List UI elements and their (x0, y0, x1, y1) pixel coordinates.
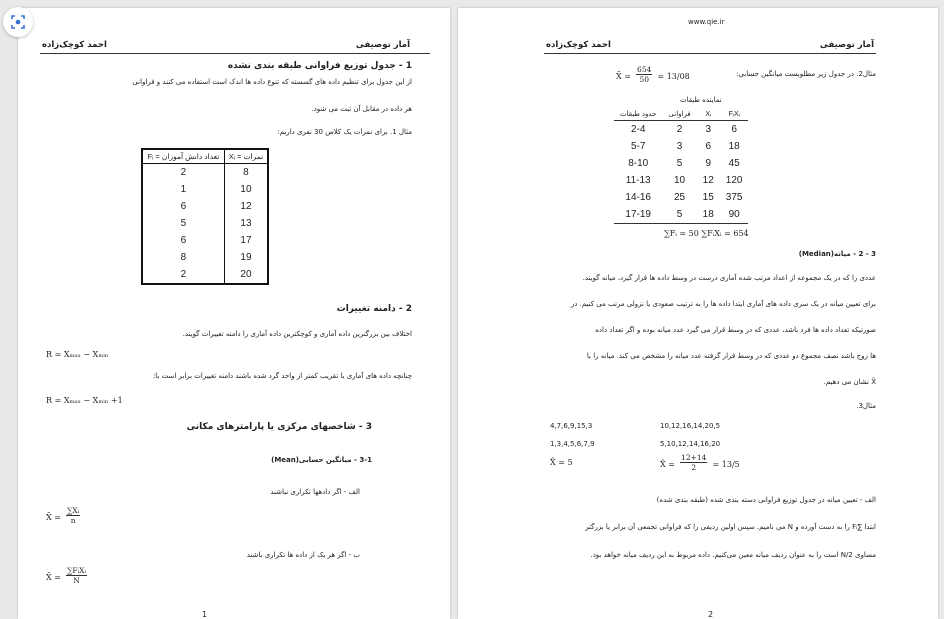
median-paragraph-1: عددی را که در یک مجموعه از اعداد مرتب شده آماری درست در وسط داده ها قرار گیرد، میانه گویند. (582, 274, 876, 282)
header-rule (544, 53, 876, 54)
mean-lhs: X̄ = (616, 72, 631, 81)
median-paragraph-5: X̃ نشان می دهیم. (823, 378, 876, 386)
table-row (614, 155, 748, 172)
cell: 10 (673, 175, 686, 186)
cell: 2 (142, 164, 224, 182)
cell: 3 (705, 124, 712, 135)
mean-b-numerator: ∑FᵢXᵢ (67, 566, 86, 575)
col-scores: نمرات = Xᵢ (224, 149, 268, 164)
median-2-rhs: = 13/5 (712, 460, 740, 469)
grouped-median-paragraph-2: مساوی N/2 است را به عنوان ردیف میانه معین می‌کنیم. داده مربوط به این ردیف میانه خواهد بود. (590, 551, 876, 559)
cell: 120 (725, 175, 743, 186)
cell: 13 (224, 215, 268, 232)
section-1-text: از این جدول برای تنظیم داده های گسسته که تنوع داده ها اندک است استفاده می کنند و فراوانی (132, 78, 412, 86)
cell: 45 (728, 158, 740, 169)
cell: 17-19 (625, 209, 651, 220)
median-paragraph-2: برای تعیین میانه در یک سری داده های آماری ابتدا داده ها را به ترتیب صعودی یا نزولی مرتب می کنیم. در (570, 300, 876, 308)
section-2-text-2: چنانچه داده های آماری با تقریب کمتر از واحد گرد شده باشند دامنه تغییرات برابر است با: (152, 372, 412, 380)
mean-numerator: 654 (637, 65, 652, 74)
mean-rhs: = 13/08 (657, 72, 690, 81)
section-3-title: 3 - شاخصهای مرکزی یا پارامترهای مکانی (186, 422, 372, 432)
cell: 5-7 (630, 141, 646, 152)
table-row (142, 181, 268, 198)
mean-a-denominator: n (70, 516, 76, 525)
formula-range-2: R = Xₘₐₓ − Xₘᵢₙ +1 (46, 396, 123, 405)
table-row (142, 249, 268, 266)
case-a: الف - اگر دادهها تکراری نباشند (270, 488, 360, 496)
lens-icon (10, 14, 26, 30)
series-2: 10,12,16,14,20,5 (660, 422, 721, 430)
cell: 11-13 (625, 175, 651, 186)
median-2-numerator: 12+14 (681, 453, 707, 462)
header-rule (40, 53, 430, 54)
cell: 8 (142, 249, 224, 266)
table-row (614, 189, 748, 206)
median-1: X̃ = 5 (550, 458, 573, 467)
case-b: ب - اگر هر یک از داده ها تکراری باشند (246, 551, 360, 559)
cell: 2-4 (630, 124, 646, 135)
series-2-sorted: 5,10,12,14,16,20 (660, 440, 721, 448)
cell: 2 (142, 266, 224, 284)
col-fx: FᵢXᵢ (728, 110, 740, 118)
cell: 5 (676, 158, 683, 169)
mean-b-fraction (66, 566, 87, 585)
mean-fraction (636, 65, 652, 84)
mean-b-denominator: N (73, 576, 80, 585)
col-freq: فراوانی (668, 111, 691, 118)
mean-b-lhs: X̄ = (46, 573, 61, 582)
document-page-2[interactable] (458, 8, 938, 619)
cell: 2 (676, 124, 683, 135)
cell: 25 (673, 192, 686, 203)
table-row (142, 232, 268, 249)
table-row (614, 172, 748, 189)
section-1-title: 1 - جدول توزیع فراوانی طبقه بندی نشده (227, 61, 412, 71)
table-2-footer: ∑Fᵢ = 50 ∑FᵢXᵢ = 654 (664, 229, 749, 238)
cell: 19 (224, 249, 268, 266)
mean-a-fraction (66, 506, 80, 525)
example-3: مثال3. (856, 402, 876, 410)
section-3-2-title: 3 - 2 - میانه(Median) (798, 250, 876, 258)
frequency-table-1 (141, 148, 269, 285)
cell: 5 (142, 215, 224, 232)
page-number: 1 (202, 610, 208, 619)
header-author: احمد کوچک‌زاده (42, 40, 107, 50)
grouped-median-title: الف - تعیین میانه در جدول توزیع فراوانی دسته بندی شده (طبقه بندی شده) (656, 496, 876, 504)
section-2-text: اختلاف بین بزرگترین داده آماری و کوچکترین داده آماری را دامنه تغییرات گویند. (182, 330, 412, 338)
cell: 6 (705, 141, 712, 152)
median-2-fraction (680, 453, 707, 472)
cell: 18 (728, 141, 740, 152)
site-url: www.qie.ir (688, 18, 725, 26)
formula-mean (616, 64, 690, 84)
median-2-denominator: 2 (691, 463, 697, 472)
mean-a-lhs: X̄ = (46, 513, 61, 522)
example-2: مثال2. در جدول زیر مطلوبست میانگین حسابی: (736, 70, 876, 78)
table-row (614, 121, 748, 139)
cell: 14-16 (625, 192, 651, 203)
table-row (142, 198, 268, 215)
cell: 15 (702, 192, 714, 203)
example-1: مثال 1. برای نمرات یک کلاس 30 نفری داریم: (277, 128, 412, 136)
cell: 6 (142, 198, 224, 215)
table-row (614, 206, 748, 224)
series-1: 4,7,6,9,15,3 (550, 422, 593, 430)
section-1-text-2: هر داده در مقابل آن ثبت می شود. (311, 105, 412, 113)
header-title: آمار توصیفی (355, 40, 410, 50)
col-x: Xᵢ (705, 110, 712, 118)
mean-a-numerator: ∑Xᵢ (67, 506, 80, 515)
section-2-title: 2 - دامنه تغییرات (336, 304, 412, 314)
cell: 375 (725, 192, 743, 203)
cell: 10 (224, 181, 268, 198)
formula-range: R = Xₘₐₓ − Xₘᵢₙ (46, 350, 109, 359)
col-count: تعداد دانش آموزان = Fᵢ (142, 149, 224, 164)
table-row (142, 266, 268, 284)
cell: 5 (676, 209, 683, 220)
cell: 8 (224, 164, 268, 182)
formula-mean-b (46, 565, 87, 585)
formula-median-2 (660, 452, 740, 472)
table-row (142, 215, 268, 232)
table-row (614, 138, 748, 155)
cell: 12 (702, 175, 714, 186)
series-1-sorted: 1,3,4,5,6,7,9 (550, 440, 595, 448)
grouped-median-paragraph-1: ابتدا ∑Fᵢ را به دست آورده و N می نامیم. سپس اولین ردیفی را که فراوانی تجمعی آن برابر یا بزرگتر (585, 523, 876, 531)
cell: 18 (702, 209, 714, 220)
header-title: آمار توصیفی (819, 40, 874, 50)
formula-mean-a (46, 505, 80, 525)
group-header: نماینده طبقات (680, 96, 722, 104)
section-3-1-title: 3-1 - میانگین حسابی(Mean) (271, 456, 372, 464)
col-class: حدود طبقات (620, 111, 657, 118)
cell: 8-10 (628, 158, 649, 169)
cell: 6 (731, 124, 737, 135)
cell: 20 (224, 266, 268, 284)
cell: 12 (224, 198, 268, 215)
cell: 9 (705, 158, 712, 169)
table-row (142, 164, 268, 182)
frequency-table-2 (614, 108, 748, 224)
image-search-icon[interactable] (3, 7, 33, 37)
cell: 6 (142, 232, 224, 249)
page-number: 2 (708, 610, 714, 619)
document-page-1[interactable] (18, 8, 450, 619)
cell: 90 (728, 209, 740, 220)
cell: 1 (142, 181, 224, 198)
median-2-lhs: X̃ = (660, 460, 675, 469)
cell: 17 (224, 232, 268, 249)
median-paragraph-4: ها زوج باشد نصف مجموع دو عددی که در وسط قرار گرفته عدد میانه را مشخص می کند. میانه را با (586, 352, 876, 360)
mean-denominator: 50 (639, 75, 649, 84)
cell: 3 (676, 141, 683, 152)
header-author: احمد کوچک‌زاده (546, 40, 611, 50)
median-paragraph-3: صورتیکه تعداد داده ها فرد باشد، عددی که در وسط قرار می گیرد عدد میانه بوده و اگر تعداد داده (595, 326, 876, 334)
